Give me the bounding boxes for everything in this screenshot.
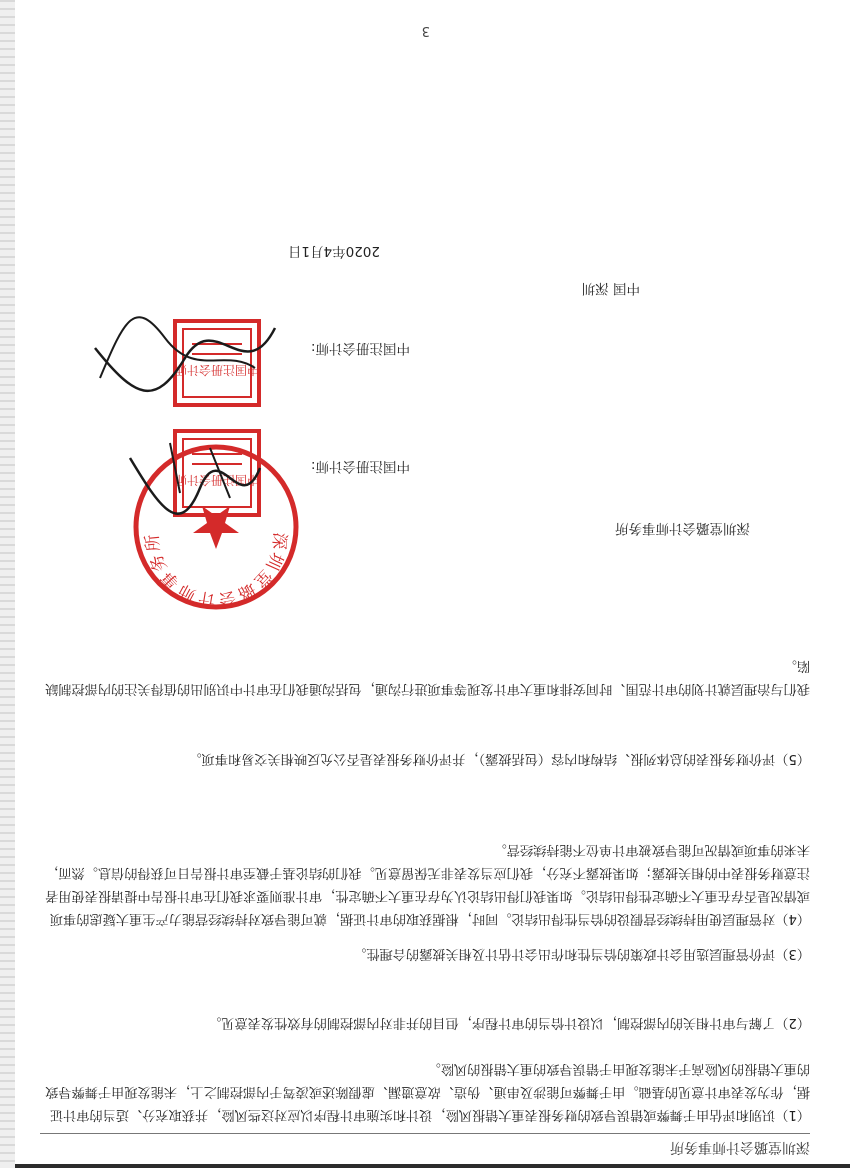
cpa-label: 中国注册会计师: — [310, 458, 410, 474]
paragraph-internal-control: （2）了解与审计相关的内部控制，以设计恰当的审计程序，但目的并非对内部控制的有效性发表意见。 — [208, 1015, 810, 1030]
paragraph-presentation: （5）评价财务报表的总体列报、结构和内容（包括披露），并评价财务报表是否公允反映相关交易和事项。 — [188, 751, 810, 766]
handwritten-signature — [85, 288, 285, 408]
report-date: 2020年4月1日 — [287, 243, 380, 259]
header-divider — [40, 1133, 810, 1134]
paragraph-going-concern: （4）对管理层使用持续经营假设的恰当性得出结论。同时，根据获取的审计证据，就可能导致对持续经营能力产生重大疑虑的事项或情况是否存在重大不确定性得出结论。如果我们得出结论认为存在重大不确定性，审计准则要求我们在审计报告中提请报表使用者注意财务报表中的相关披露；如果披露不充分，我们应当发表非无保留意见。我们的结论基于截至审计报告日可获得的信息。然而，未来的事项或情况可能导致被审计单位不能持续经营。 — [45, 842, 810, 926]
firm-header: 深圳堂璐会计师事务所 — [670, 1139, 810, 1155]
paragraph-accounting-policies: （3）评价管理层选用会计政策的恰当性和作出会计估计及相关披露的合理性。 — [353, 946, 810, 961]
firm-name-label: 深圳堂璐会计师事务所 — [615, 520, 750, 536]
paragraph-risk-assessment: （1）识别和评估由于舞弊或错误导致的财务报表重大错报风险，设计和实施审计程序以应对这些风险，并获取充分、适当的审计证据，作为发表审计意见的基础。由于舞弊可能涉及串通、伪造、故意遗漏、虚假陈述或凌驾于内部控制之上，未能发现由于舞弊导致的重大错报的风险高于未能发现由于错误导致的重大错报的风险。 — [45, 1061, 810, 1122]
place-of-signing: 中国 深圳 — [581, 280, 640, 296]
cpa-stamp-text: 中国注册会计师 — [174, 363, 260, 377]
paragraph-communication: 我们与治理层就计划的审计范围、时间安排和重大审计发现等事项进行沟通，包括沟通我们在审计中识别出的值得关注的内部控制缺陷。 — [45, 658, 810, 696]
page-number: 3 — [421, 23, 430, 38]
handwritten-signature — [120, 428, 270, 528]
cpa-label: 中国注册会计师: — [310, 340, 410, 356]
scan-right-edge — [0, 0, 15, 1168]
cpa-stamp-text: 中国注册会计师 — [174, 473, 260, 487]
firm-seal-text: 深圳堂璐会计师事务所 — [142, 531, 290, 610]
scan-top-edge — [0, 1164, 850, 1168]
